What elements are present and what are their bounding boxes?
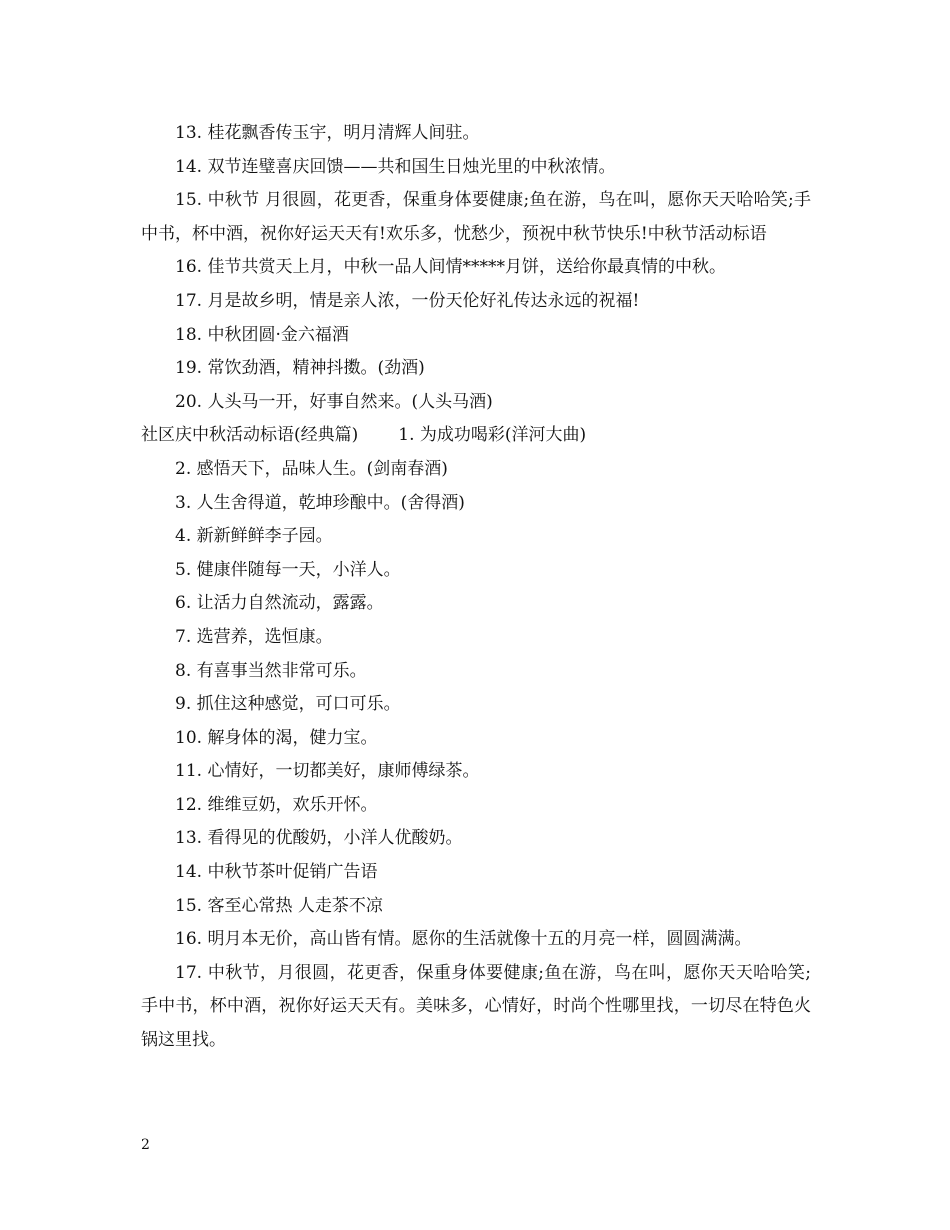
list-item: 5. 健康伴随每一天，小洋人。 [175, 559, 401, 580]
document-body [141, 117, 811, 1058]
list-item: 11. 心情好，一切都美好，康师傅绿茶。 [175, 761, 480, 782]
list-item: 13. 桂花飘香传玉宇，明月清辉人间驻。 [175, 123, 480, 143]
page-number: 2 [141, 1137, 150, 1153]
list-item: 15. 客至心常热 人走茶不凉 [175, 895, 383, 916]
list-item: 16. 佳节共赏天上月，中秋一品人间情*****月饼，送给你最真情的中秋。 [175, 257, 726, 278]
list-item: 14. 中秋节茶叶促销广告语 [175, 862, 378, 883]
section-heading-line [141, 419, 811, 453]
paragraph-item-17: 17. 中秋节，月很圆，花更香，保重身体要健康;鱼在游，鸟在叫，愿你天天哈哈笑;手中书，杯中酒，祝你好运天天有。美味多，心情好，时尚个性哪里找，一切尽在特色火锅这里找。 [141, 962, 811, 1051]
list-item: 2. 感悟天下，品味人生。(剑南春酒) [175, 458, 448, 479]
list-item: 3. 人生舍得道，乾坤珍酿中。(舍得酒) [175, 492, 465, 513]
list-item: 10. 解身体的渴，健力宝。 [175, 727, 378, 748]
list-item: 6. 让活力自然流动，露露。 [175, 593, 384, 614]
list-item: 4. 新新鲜鲜李子园。 [175, 526, 333, 547]
list-item: 9. 抓住这种感觉，可口可乐。 [175, 694, 401, 715]
list-item: 12. 维维豆奶，欢乐开怀。 [175, 794, 378, 815]
list-item: 20. 人头马一开，好事自然来。(人头马酒) [175, 391, 493, 412]
list-item: 8. 有喜事当然非常可乐。 [175, 660, 367, 681]
list-item: 18. 中秋团圆·金六福酒 [175, 324, 349, 345]
list-item: 17. 月是故乡明，情是亲人浓，一份天伦好礼传达永远的祝福! [175, 290, 640, 311]
list-item: 19. 常饮劲酒，精神抖擞。(劲酒) [175, 358, 425, 379]
list-item: 1. 为成功喝彩(洋河大曲) [398, 425, 587, 446]
list-item: 14. 双节连璧喜庆回馈——共和国生日烛光里的中秋浓情。 [175, 156, 616, 177]
list-item: 13. 看得见的优酸奶，小洋人优酸奶。 [175, 828, 463, 849]
paragraph-item-15: 15. 中秋节 月很圆，花更香，保重身体要健康;鱼在游，鸟在叫，愿你天天哈哈笑;手中书，杯中酒，祝你好运天天有!欢乐多，忧愁少，预祝中秋节快乐!中秋节活动标语 [141, 190, 811, 244]
list-item: 7. 选营养，选恒康。 [175, 626, 333, 647]
section-heading: 社区庆中秋活动标语(经典篇) [141, 425, 359, 446]
list-item: 16. 明月本无价，高山皆有情。愿你的生活就像十五的月亮一样，圆圆满满。 [175, 929, 752, 950]
